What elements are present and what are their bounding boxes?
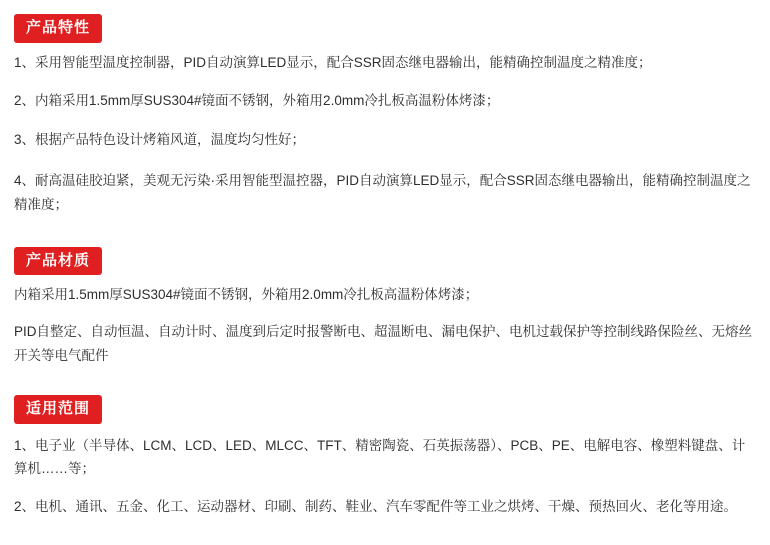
section-application-scope: [12, 395, 758, 518]
feature-item-3: 3、根据产品特色设计烤箱风道，温度均匀性好；: [14, 132, 306, 148]
feature-item-2: 2、内箱采用1.5mm厚SUS304#镜面不锈钢，外箱用2.0mm冷扎板高温粉体烤漆；: [14, 93, 500, 109]
feature-item-1: 1、采用智能型温度控制器，PID自动演算LED显示，配合SSR固态继电器输出，能精确控制温度之精准度；: [14, 54, 652, 70]
heading-wrap-product-features: [14, 14, 758, 43]
material-item-2: PID自整定、自动恒温、自动计时、温度到后定时报警断电、超温断电、漏电保护、电机过载保护等控制线路保险丝、无熔丝开关等电气配件: [14, 323, 753, 363]
section-spacer-1: [12, 235, 758, 247]
scope-item-2: 2、电机、通讯、五金、化工、运动器材、印刷、制药、鞋业、汽车零配件等工业之烘烤、干燥、预热回火、老化等用途。: [14, 498, 738, 514]
section-heading-product-material: 产品材质: [14, 247, 102, 276]
scope-item-1: 1、电子业（半导体、LCM、LCD、LED、MLCC、TFT、精密陶瓷、石英振荡器）、PCB、PE、电解电容、橡塑料键盘、计算机……等；: [14, 437, 746, 477]
section-product-material: [12, 247, 758, 368]
section-heading-application-scope: 适用范围: [14, 395, 102, 424]
heading-wrap-application-scope: [14, 395, 758, 424]
section-spacer-2: [12, 383, 758, 395]
material-item-1: 内箱采用1.5mm厚SUS304#镜面不锈钢，外箱用2.0mm冷扎板高温粉体烤漆；: [14, 287, 479, 303]
heading-wrap-product-material: [14, 247, 758, 276]
section-heading-product-features: 产品特性: [14, 14, 102, 43]
section-product-features: [12, 14, 758, 217]
feature-item-4: 4、耐高温硅胶迫紧，美观无污染·采用智能型温控器，PID自动演算LED显示，配合SSR固态继电器输出，能精确控制温度之精准度；: [14, 173, 751, 212]
